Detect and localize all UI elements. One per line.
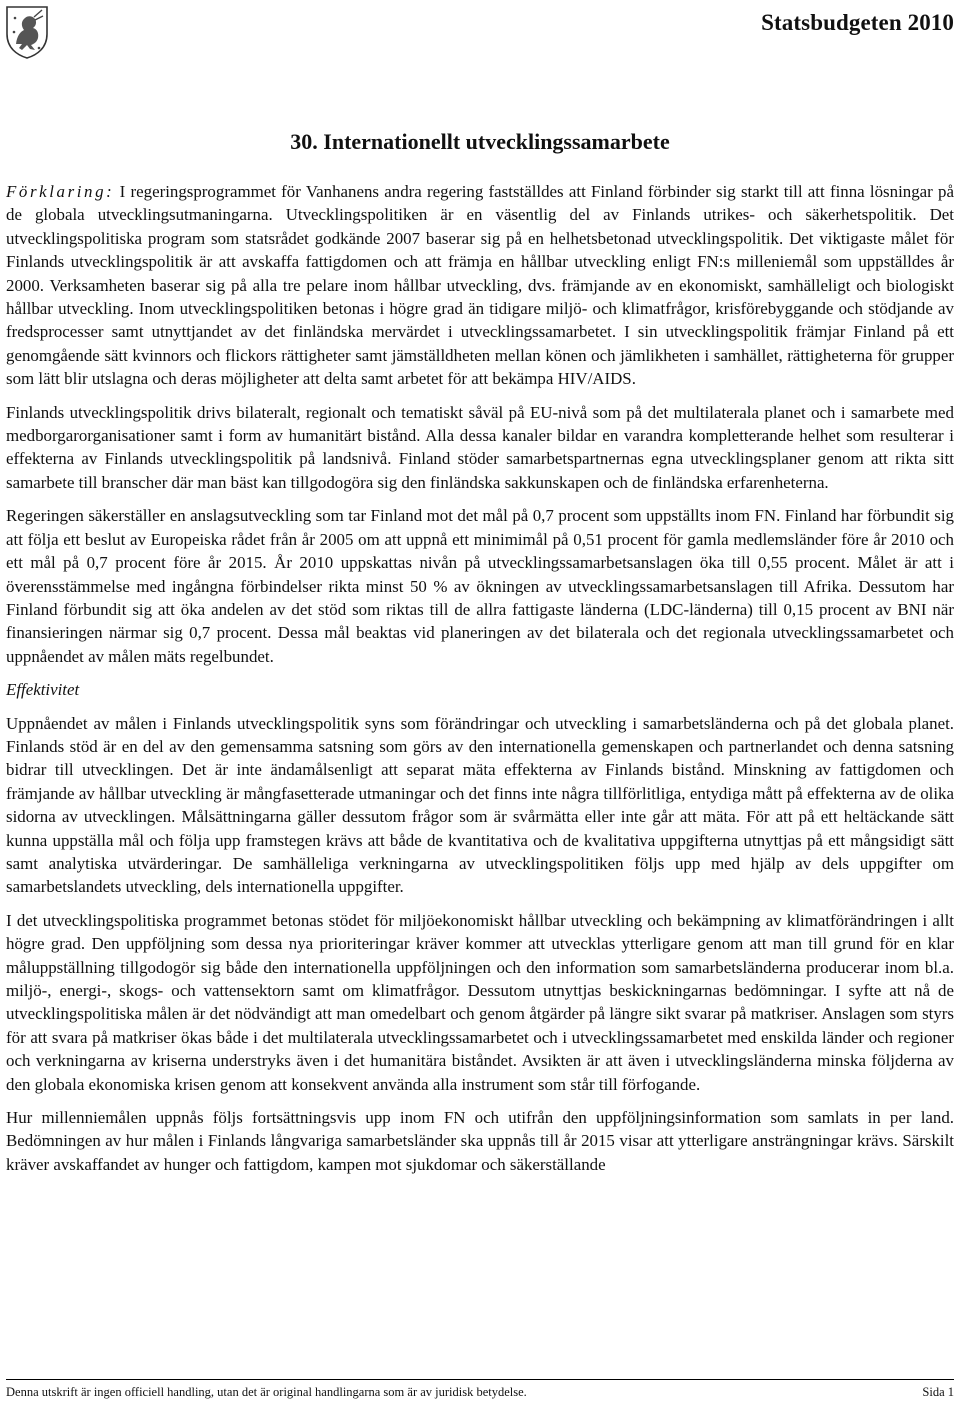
document-header-title: Statsbudgeten 2010 [761,10,954,35]
body-paragraph: Hur millenniemålen uppnås följs fortsättningsvis upp inom FN och utifrån den uppföljningsinformation som samlats in per land. Bedömningen av hur målen i Finlands långvariga samarbetsländer ska uppnås till år 2015 visar att ytterligare ansträngningar krävs. Särskilt kräver avskaffandet av hunger och fattigdom, kampen mot sjukdomar och säkerställande [6,1108,954,1174]
page-title: 30. Internationellt utvecklingssamarbete [290,129,670,154]
body-paragraph: Uppnåendet av målen i Finlands utvecklingspolitik syns som förändringar och utveckling i samarbetsländerna och på det globala planet. Finlands stöd är en del av den gemensamma satsning som görs av den internationella gemenskapen och partnerlandet och denna satsning bidrar till utvecklingen. Det är inte ändamålsenligt att separat mäta effekterna av Finlands bistånd. Minskning av fattigdomen och främjande av hållbar utveckling är mångfasetterade utmaningar och det finns inte några tillförlitliga, entydiga mått på effekterna av de olika sidorna av utvecklingen. Målsättningarna gäller dessutom frågor som är svårmätta eller inte går att mäta. För att på ett heltäckande sätt kunna uppställa mål och följa upp framstegen krävs att både de kvantitativa och de kvalitativa uppgifterna utnyttjas på ett mångsidigt sätt samt analytiska utvärderingar. De samhälleliga verkningarna av utvecklingspolitiken följs upp med hjälp av dels uppgifter om samarbetslandets utveckling, dels internationella uppgifter. [6,713,954,897]
footer-divider [6,1379,954,1380]
body-paragraph: Regeringen säkerställer en anslagsutveckling som tar Finland mot det mål på 0,7 procent som uppställts inom FN. Finland har förbundit sig att följa ett beslut av Europeiska rådet från år 2005 om att uppnå ett minimimål på 0,51 procent för gamla medlemsländer före år 2010 och ett mål på 0,7 procent före år 2015. År 2010 uppskattas nivån på utvecklingssamarbetsanslagen öka till 0,55 procent. Målet är att i överensstämmelse med ingångna förbindelser rikta minst 50 % av ökningen av utvecklingssamarbetsanslagen till Afrika. Dessutom har Finland förbundit sig att öka andelen av det stöd som riktas till de allra fattigaste länderna (LDC-länderna) till 0,15 procent av BNI när finansieringen närmar sig 0,7 procent. Dessa mål beaktas vid planeringen av det bilaterala och det regionala utvecklingssamarbetet och uppnåendet av målen mäts regelbundet. [6,506,954,666]
lion-coat-of-arms-icon [4,4,50,60]
section-subheading: Effektivitet [6,680,80,700]
footer-disclaimer: Denna utskrift är ingen officiell handling, utan det är original handlingarna som är av juridisk betydelse. [6,1385,527,1399]
document-body [6,180,954,1186]
intro-text: I regeringsprogrammet för Vanhanens andra regering fastställdes att Finland förbinder sig starkt till att finna lösningar på de globala utvecklingsutmaningarna. Utvecklingspolitiken är en väsentlig del av Finlands utrikes- och säkerhetspolitik. Det utvecklingspolitiska program som statsrådet godkände 2007 baserar sig på en helhetsbetonad utvecklingspolitik. Det viktigaste målet för Finlands utvecklingspolitik är att avskaffa fattigdomen och att främja en hållbar utveckling enligt FN:s milleniemål som uppställdes år 2000. Verksamheten baserar sig på alla tre pelare inom hållbar utveckling, dvs. främjande av en ekonomiskt, samhälleligt och biologiskt hållbar utveckling. Inom utvecklingspolitiken betonas i högre grad än tidigare miljö- och klimatfrågor, krisförebyggande och stödjande av fredsprocesser samt utnyttjandet av det finländska mervärdet i utvecklingssamarbetet. I sin utvecklingspolitik främjar Finland på ett genomgående sätt kvinnors och flickors rättigheter samt jämställdheten mellan könen och jämlikheten i samhället, rättigheterna för grupper som lätt blir utslagna och deras möjligheter att delta samt arbetet för att bekämpa HIV/AIDS. [6,182,954,389]
page-number: Sida 1 [922,1385,954,1399]
body-paragraph: I det utvecklingspolitiska programmet betonas stödet för miljöekonomiskt hållbar utveckling och bekämpning av klimatförändringen i allt högre grad. Den uppföljning som dessa nya prioriteringar kräver kommer att utvecklas ytterligare genom att man till grund för en klar måluppställning tillgodogör sig både den internationella uppföljningen och den information som samarbetsländerna producerar inom bl.a. miljö-, energi-, skogs- och vattensektorn samt om klimatfrågor. Dessutom utnyttjas beskickningarnas bedömningar. I syfte att nå de utvecklingspolitiska målen är det nödvändigt att man omedelbart och genom åtgärder på längre sikt svarar på matkriser. Anslagen som styrs för att svara på matkriser ökas både i det multilaterala utvecklingssamarbetet och i utvecklingssamarbetet med enskilda länder och regioner och verkningarna av kriserna understryks även i det humanitära biståndet. Avsikten är att även i utvecklingsländerna minska följderna av den globala ekonomiska krisen genom att konsekvent använda alla instrument som står till förfogande. [6,910,954,1094]
intro-paragraph [6,180,954,391]
body-paragraph: Finlands utvecklingspolitik drivs bilateralt, regionalt och tematiskt såväl på EU-nivå som på det multilaterala planet och i samarbete med medborgarorganisationer samt i form av humanitärt bistånd. Alla dessa kanaler bildar en varandra kompletterande helhet som resulterar i effekterna av Finlands utvecklingspolitik på landsnivå. Finland stöder samarbetspartnernas egna utvecklingsplaner genom att rikta sitt samarbete till branscher där man bäst kan tillgodogöra sig den finländska sakkunskapen och de finländska erfarenheterna. [6,402,954,492]
intro-label: Förklaring: [6,182,115,201]
